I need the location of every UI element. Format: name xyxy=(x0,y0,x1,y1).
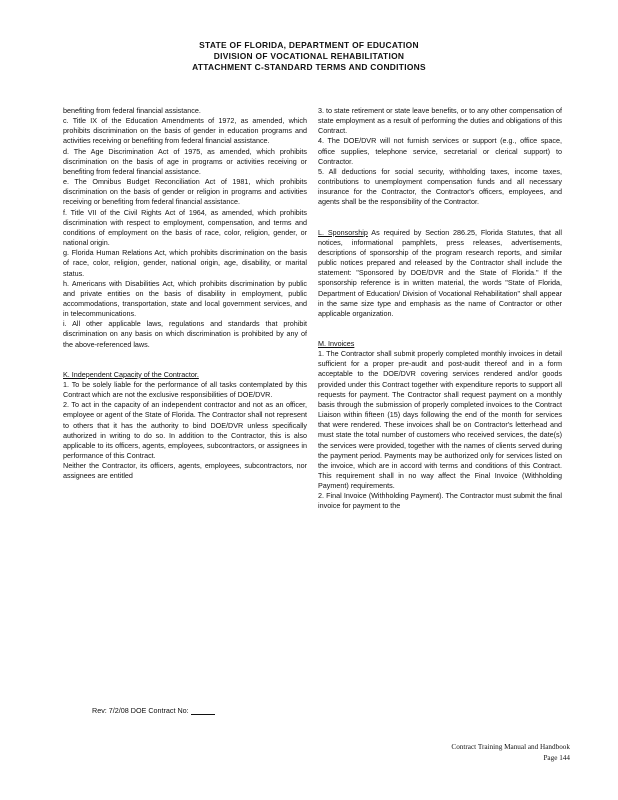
page-number: Page 144 xyxy=(543,754,570,762)
paragraph: benefiting from federal financial assistance. xyxy=(63,106,201,115)
paragraph: d. The Age Discrimination Act of 1975, as amended, which prohibits discrimination on the basis of age in programs or activities receiving or benefiting from federal financial assistance. xyxy=(63,146,307,176)
paragraph: e. The Omnibus Budget Reconciliation Act of 1981, which prohibits discrimination on the basis of gender or religion in programs and activities receiving or benefiting from federal financial assistance. xyxy=(63,177,307,207)
paragraph: i. All other applicable laws, regulations and standards that prohibit discrimination on any basis on which discrimination is prohibited by any of the above-referenced laws. xyxy=(63,319,307,349)
right-column xyxy=(318,106,562,512)
paragraph: c. Title IX of the Education Amendments of 1972, as amended, which prohibits discrimination on the basis of gender in education programs and activities receiving or benefiting from federal financial assistance. xyxy=(63,116,307,146)
handbook-footer: Contract Training Manual and Handbook xyxy=(451,743,570,751)
contract-number-blank xyxy=(191,706,215,715)
paragraph: 2. To act in the capacity of an independent contractor and not as an officer, employee or agent of the State of Florida. The Contractor shall not represent to others that it has the authority to bind DOE/DVR unless specifically authorized in writing to do so. In addition to the Contractor, this is also applicable to its officers, agents, employees, subcontractors, or assignees in performance of this Contract. xyxy=(63,400,307,460)
paragraph: Neither the Contractor, its officers, agents, employees, subcontractors, nor assignees are entitled xyxy=(63,461,307,481)
section-m-heading: M. Invoices xyxy=(318,338,355,348)
section-l-paragraph xyxy=(318,228,562,319)
paragraph: f. Title VII of the Civil Rights Act of 1964, as amended, which prohibits discrimination with respect to employment, compensation, and terms and conditions of employment on the basis of race, color, religion, gender, or national origin. xyxy=(63,207,307,248)
paragraph: h. Americans with Disabilities Act, which prohibits discrimination by public and private entities on the basis of disability in employment, public accommodations, transportation, state and local government services, and in telecommunications. xyxy=(63,278,307,319)
revision-text: Rev: 7/2/08 DOE Contract No: xyxy=(92,706,189,715)
header-line-2: DIVISION OF VOCATIONAL REHABILITATION xyxy=(213,51,405,61)
section-k-heading: K. Independent Capacity of the Contractor. xyxy=(63,369,199,379)
paragraph: g. Florida Human Relations Act, which prohibits discrimination on the basis of race, color, religion, gender, national origin, age, disability, or marital status. xyxy=(63,248,307,278)
section-l-text: As required by Section 286.25, Florida Statutes, that all notices, informational pamphlets, press releases, advertisements, descriptions of sponsorship of the program research reports, and similar public notices prepared and released by the Contractor shall include the statement: "Sponsored by DOE/DVR and the State of Florida." If the sponsorship reference is in written material, the words "State of Florida, Department of Education/ Division of Vocational Rehabilitation" shall appear in the same size type and emphasis as the name of Contractor or other applicable organization. xyxy=(318,227,562,318)
section-l-heading: L. Sponsorship xyxy=(318,227,368,237)
paragraph: 3. to state retirement or state leave benefits, or to any other compensation of state employment as a result of performing the duties and obligations of this Contract. xyxy=(318,106,562,136)
paragraph: 2. Final Invoice (Withholding Payment). The Contractor must submit the final invoice for payment to the xyxy=(318,491,562,511)
paragraph: 1. The Contractor shall submit properly completed monthly invoices in detail sufficient for a proper pre-audit and post-audit thereof and in a form acceptable to the DOE/DVR covering services rendered and/or goods provided under this Contract together with expenditure reports to support all requests for payment. The Contractor shall request payment on a monthly basis through the submission of properly completed invoices to the Contract Liaison within fifteen (15) days following the end of the month for services that were rendered. These invoices shall be on Contractor's letterhead and must state the total number of customers who received services, the date(s) the services were provided, together with the names of clients served during the payment period. Payments may be authorized only for services listed on the invoice, which are in accord with terms and conditions of this Contract. This requirement shall in no way affect the Final Invoice (Withholding Payment) requirements. xyxy=(318,349,562,491)
revision-footer xyxy=(92,706,215,715)
paragraph: 1. To be solely liable for the performance of all tasks contemplated by this Contract which are not the exclusive responsibilities of DOE/DVR. xyxy=(63,379,307,400)
paragraph: 5. All deductions for social security, withholding taxes, income taxes, contributions to unemployment compensation funds and all necessary insurance for the Contractor, the Contractor's officers, employees, and agents shall be the responsibility of the Contractor. xyxy=(318,166,562,207)
left-column xyxy=(63,106,307,481)
paragraph: 4. The DOE/DVR will not furnish services or support (e.g., office space, office supplies, telephone service, secretarial or clerical support) to Contractor. xyxy=(318,136,562,166)
header-line-1: STATE OF FLORIDA, DEPARTMENT OF EDUCATION xyxy=(199,40,419,50)
header-line-3: ATTACHMENT C-STANDARD TERMS AND CONDITIONS xyxy=(192,62,426,72)
